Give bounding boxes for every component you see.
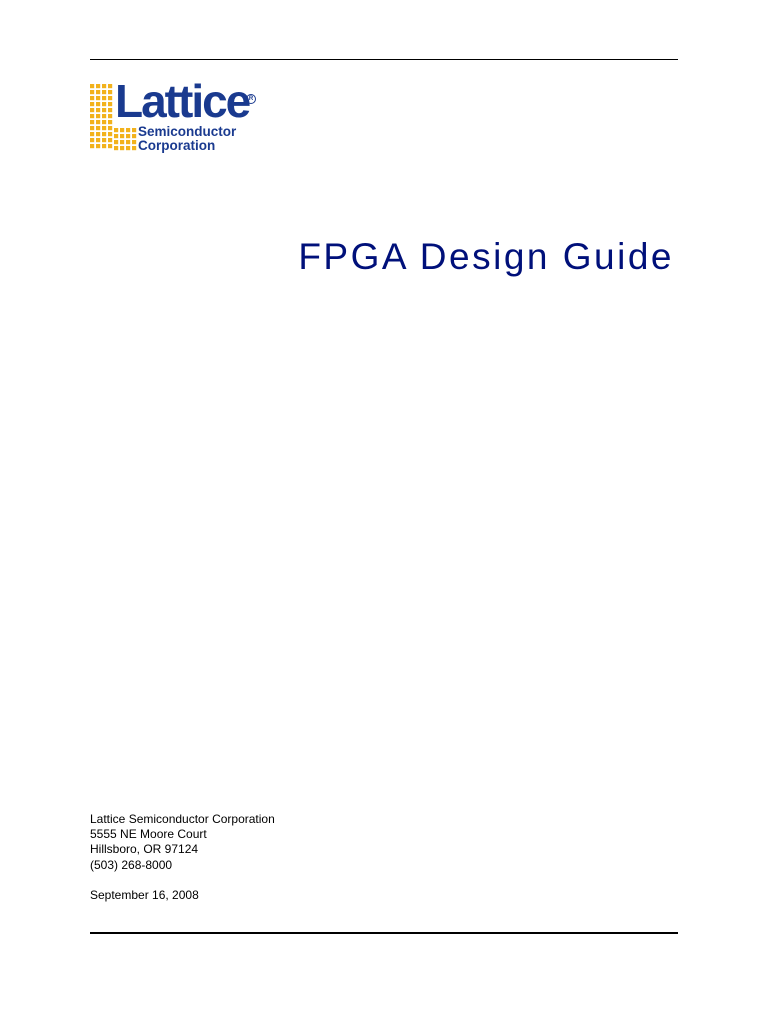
logo-dot-row-icon — [114, 126, 138, 154]
logo-wordmark: Lattice — [115, 75, 250, 127]
top-rule — [90, 59, 678, 60]
document-title: FPGA Design Guide — [298, 236, 674, 277]
document-date: September 16, 2008 — [90, 888, 199, 902]
registered-mark: R — [246, 94, 256, 104]
address-phone: (503) 268-8000 — [90, 857, 173, 872]
lattice-logo — [90, 75, 260, 154]
bottom-rule — [90, 932, 678, 934]
logo-dot-grid-icon — [90, 84, 116, 152]
logo-subline-corporation: Corporation — [138, 138, 216, 153]
address-street: 5555 NE Moore Court — [90, 827, 207, 842]
address-city: Hillsboro, OR 97124 — [90, 842, 199, 857]
company-address — [90, 812, 275, 873]
logo-subline-semiconductor: Semiconductor — [138, 124, 237, 139]
address-company: Lattice Semiconductor Corporation — [90, 812, 275, 826]
